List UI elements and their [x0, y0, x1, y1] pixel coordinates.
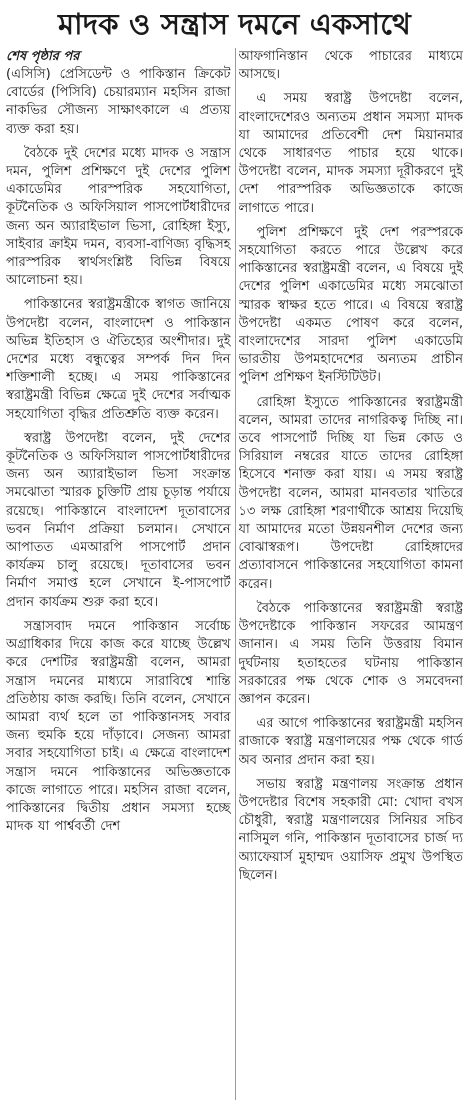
paragraph: পাকিস্তানের স্বরাষ্ট্রমন্ত্রীকে স্বাগত জানিয়ে উপদেষ্টা বলেন, বাংলাদেশ ও পাকিস্তান অভিন্ন ইতিহাস ও ঐতিহ্যের অংশীদার। দুই দেশের মধ্যে বন্ধুত্বের সম্পর্ক দিন দিন শক্তিশালী হচ্ছে। এ সময় পাকিস্তানের স্বরাষ্ট্রমন্ত্রী বিভিন্ন ক্ষেত্রে দুই দেশের সর্বাত্মক সহযোগিতা বৃদ্ধির প্রতিশ্রুতি ব্যক্ত করেন। [6, 297, 231, 422]
paragraph: পুলিশ প্রশিক্ষণে দুই দেশ পরস্পরকে সহযোগিতা করতে পারে উল্লেখ করে পাকিস্তানের স্বরাষ্ট্রমন্ত্রী বলেন, এ বিষয়ে দুই দেশের পুলিশ একাডেমির মধ্যে সমঝোতা স্মারক স্বাক্ষর হতে পারে। এ বিষয়ে স্বরাষ্ট্র উপদেষ্টা একমত পোষণ করে বলেন, বাংলাদেশের সারদা পুলিশ একাডেমি ভারতীয় উপমহাদেশের অন্যতম প্রাচীন পুলিশ প্রশিক্ষণ ইনস্টিটিউট। [238, 224, 463, 386]
paragraph: এর আগে পাকিস্তানের স্বরাষ্ট্রমন্ত্রী মহসিন রাজাকে স্বরাষ্ট্র মন্ত্রণালয়ের পক্ষ থেকে গার্ড অব অনার প্রদান করা হয়। [238, 716, 463, 768]
paragraph: (এসিসি) প্রেসিডেন্ট ও পাকিস্তান ক্রিকেট বোর্ডের (পিসিবি) চেয়ারম্যান মহসিন রাজা নাকভির সৌজন্য সাক্ষাৎকালে এ প্রত্যয় ব্যক্ত করা হয়। [6, 67, 231, 137]
column-divider [235, 48, 236, 1100]
paragraph: স্বরাষ্ট্র উপদেষ্টা বলেন, দুই দেশের কূটনৈতিক ও অফিসিয়াল পাসপোর্টধারীদের জন্য অন অ্যারাইভাল ভিসা সংক্রান্ত সমঝোতা স্মারক চুক্তিটি প্রায় চূড়ান্ত পর্যায়ে রয়েছে। পাকিস্তানে বাংলাদেশ দূতাবাসের ভবন নির্মাণ প্রক্রিয়া চলমান। সেখানে আপাতত এমআরপি পাসপোর্ট প্রদান কার্যক্রম চালু রয়েছে। দূতাবাসের ভবন নির্মাণ সমাপ্ত হলে সেখানে ই-পাসপোর্ট প্রদান কার্যক্রম শুরু করা হবে। [6, 430, 231, 610]
continuation-kicker: শেষ পৃষ্ঠার পর [6, 49, 80, 64]
paragraph: আফগানিস্তান থেকে পাচারের মাধ্যমে আসছে। [238, 49, 463, 83]
article-headline: মাদক ও সন্ত্রাস দমনে একসাথে [58, 7, 411, 41]
paragraph: বৈঠকে দুই দেশের মধ্যে মাদক ও সন্ত্রাস দমন, পুলিশ প্রশিক্ষণে দুই দেশের পুলিশ একাডেমির পারস্পরিক সহযোগিতা, কূটনৈতিক ও অফিসিয়াল পাসপোর্টধারীদের জন্য অন অ্যারাইভাল ভিসা, রোহিঙ্গা ইস্যু, সাইবার ক্রাইম দমন, ব্যবসা-বাণিজ্য বৃদ্ধিসহ পারস্পরিক স্বার্থসংশ্লিষ্ট বিভিন্ন বিষয়ে আলোচনা হয়। [6, 145, 231, 289]
paragraph: সভায় স্বরাষ্ট্র মন্ত্রণালয় সংক্রান্ত প্রধান উপদেষ্টার বিশেষ সহকারী মো: খোদা বখস চৌধুরী, স্বরাষ্ট্র মন্ত্রণালয়ের সিনিয়র সচিব নাসিমুল গনি, পাকিস্তান দূতাবাসের চার্জ দ্য অ্যাফেয়ার্স মুহাম্মদ ওয়াসিফ প্রমুখ উপস্থিত ছিলেন। [238, 776, 463, 883]
right-column [239, 48, 464, 1098]
paragraph: রোহিঙ্গা ইস্যুতে পাকিস্তানের স্বরাষ্ট্রমন্ত্রী বলেন, আমরা তাদের নাগরিকত্ব দিচ্ছি না। তবে পাসপোর্ট দিচ্ছি যা ভিন্ন কোড ও সিরিয়াল নম্বরের যাতে তাদের রোহিঙ্গা হিসেবে শনাক্ত করা যায়। এ সময় স্বরাষ্ট্র উপদেষ্টা বলেন, আমরা মানবতার খাতিরে ১৩ লক্ষ রোহিঙ্গা শরণার্থীকে আশ্রয় দিয়েছি যা আমাদের মতো উন্নয়নশীল দেশের জন্য বোঝাস্বরূপ। উপদেষ্টা রোহিঙ্গাদের প্রত্যাবাসনে পাকিস্তানের সহযোগিতা কামনা করেন। [238, 394, 463, 592]
paragraph: এ সময় স্বরাষ্ট্র উপদেষ্টা বলেন, বাংলাদেশেরও অন্যতম প্রধান সমস্যা মাদক যা আমাদের প্রতিবেশী দেশ মিয়ানমার থেকে সাধারণত পাচার হয়ে থাকে। উপদেষ্টা বলেন, মাদক সমস্যা দূরীকরণে দুই দেশ পারস্পরিক অভিজ্ঞতাকে কাজে লাগাতে পারে। [238, 91, 463, 216]
left-column [6, 48, 231, 1098]
paragraph: সন্ত্রাসবাদ দমনে পাকিস্তান সর্বোচ্চ অগ্রাধিকার দিয়ে কাজ করে যাচ্ছে উল্লেখ করে দেশটির স্বরাষ্ট্রমন্ত্রী বলেন, আমরা সন্ত্রাস দমনের মাধ্যমে সারাবিশ্বে শান্তি প্রতিষ্ঠায় কাজ করছি। তিনি বলেন, সেখানে আমরা ব্যর্থ হলে তা পাকিস্তানসহ সবার জন্য হুমকি হয়ে দাঁড়াবে। সেজন্য আমরা সবার সহযোগিতা চাই। এ ক্ষেত্রে বাংলাদেশ সন্ত্রাস দমনে পাকিস্তানের অভিজ্ঞতাকে কাজে লাগাতে পারে। মহসিন রাজা বলেন, পাকিস্তানের দ্বিতীয় প্রধান সমস্যা হচ্ছে মাদক যা পার্শ্ববর্তী দেশ [6, 618, 231, 835]
paragraph: বৈঠকে পাকিস্তানের স্বরাষ্ট্রমন্ত্রী স্বরাষ্ট্র উপদেষ্টাকে পাকিস্তান সফরের আমন্ত্রণ জানান। এ সময় তিনি উত্তরায় বিমান দুর্ঘটনায় হতাহতের ঘটনায় পাকিস্তান সরকারের পক্ষ থেকে শোক ও সমবেদনা জ্ঞাপন করেন। [238, 600, 463, 707]
